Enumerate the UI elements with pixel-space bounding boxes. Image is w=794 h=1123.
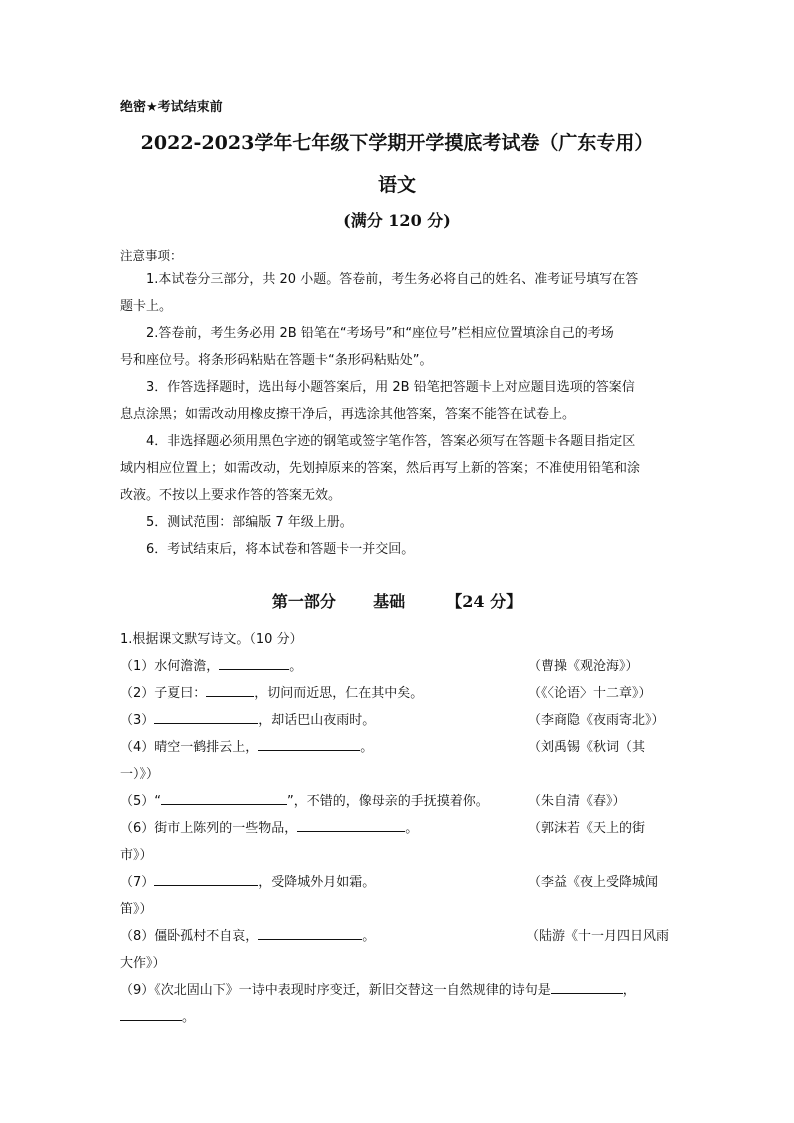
item-source: （刘禹锡《秋词（其: [528, 740, 646, 755]
item-text: （4）晴空一鹤排云上，: [120, 740, 259, 755]
item-source: （李益《夜上受降城闻: [528, 875, 659, 890]
note-line: 题卡上。: [120, 299, 173, 314]
fill-item: [120, 736, 373, 755]
item-text: （8）僵卧孤村不自哀，: [120, 929, 259, 944]
fill-item: [120, 871, 375, 890]
item-text: ，却话巴山夜雨时。: [258, 713, 376, 728]
answer-blank[interactable]: [154, 871, 258, 886]
item-text: ，受降城外月如霜。: [258, 875, 376, 890]
item-source: （陆游《十一月四日风雨: [526, 929, 670, 944]
item-text: （7）: [120, 875, 155, 890]
item-text: （6）街市上陈列的一些物品，: [120, 821, 298, 836]
answer-blank[interactable]: [258, 736, 360, 751]
note-line: 5．测试范围：部编版 7 年级上册。: [146, 515, 353, 530]
exam-title: 2022-2023学年七年级下学期开学摸底考试卷（广东专用）: [140, 132, 654, 154]
confidential-label: 绝密★考试结束前: [120, 100, 223, 115]
item-source-cont: 一）》）: [120, 767, 160, 782]
fill-item: [120, 682, 423, 701]
item-text: 。: [360, 740, 374, 755]
item-source: （《〈论语〉十二章》）: [528, 686, 652, 701]
fill-item-cont: [120, 1006, 195, 1025]
item-text: 。: [182, 1010, 196, 1025]
item-text: 。: [405, 821, 419, 836]
section-heading: [0, 589, 794, 612]
note-line: 4．非选择题必须用黑色字迹的钢笔或签字笔作答，答案必须写在答题卡各题目指定区: [146, 434, 636, 449]
answer-blank[interactable]: [120, 1006, 182, 1021]
subject-title: 语文: [377, 174, 416, 196]
fill-item: [120, 655, 302, 674]
fill-item: [120, 979, 636, 998]
note-line: 改液。不按以上要求作答的答案无效。: [120, 488, 342, 503]
item-source-cont: 市》）: [120, 848, 153, 863]
section-points: 【24 分】: [446, 592, 523, 611]
item-source: （郭沫若《天上的街: [528, 821, 646, 836]
item-text: （9）《次北固山下》一诗中表现时序变迁，新旧交替这一自然规律的诗句是: [120, 983, 551, 998]
answer-blank[interactable]: [297, 817, 405, 832]
item-text: 。: [289, 659, 303, 674]
answer-blank[interactable]: [161, 790, 287, 805]
note-line: 1.本试卷分三部分，共 20 小题。答卷前，考生务必将自己的姓名、准考证号填写在答: [146, 272, 639, 287]
section-part: 第一部分: [271, 592, 336, 611]
fill-item: [120, 709, 375, 728]
item-text: ，: [622, 983, 636, 998]
item-source-cont: 大作》）: [120, 956, 166, 971]
item-source-cont: 笛》）: [120, 902, 153, 917]
item-source: （朱自清《春》）: [528, 794, 626, 809]
note-line: 域内相应位置上；如需改动，先划掉原来的答案，然后再写上新的答案；不准使用铅笔和涂: [120, 461, 641, 476]
answer-blank[interactable]: [551, 979, 623, 994]
fill-item: [120, 817, 418, 836]
note-line: 3．作答选择题时，选出每小题答案后，用 2B 铅笔把答题卡上对应题目选项的答案信: [146, 380, 635, 395]
answer-blank[interactable]: [219, 655, 289, 670]
item-text: 。: [362, 929, 376, 944]
item-text: ”，不错的，像母亲的手抚摸着你。: [287, 794, 489, 809]
item-text: （2）子夏曰：: [120, 686, 207, 701]
section-name: 基础: [373, 592, 406, 611]
note-line: 号和座位号。将条形码粘贴在答题卡“条形码粘贴处”。: [120, 353, 433, 368]
item-text: （3）: [120, 713, 155, 728]
notes-title: 注意事项：: [120, 248, 183, 263]
note-line: 2.答卷前，考生务必用 2B 铅笔在“考场号”和“座位号”栏相应位置填涂自己的考场: [146, 326, 614, 341]
full-score: (满分 120 分): [343, 211, 451, 230]
note-line: 息点涂黑；如需改动用橡皮擦干净后，再选涂其他答案，答案不能答在试卷上。: [120, 407, 576, 422]
item-text: （5）“: [120, 794, 162, 809]
answer-blank[interactable]: [154, 709, 258, 724]
item-text: ，切问而近思，仁在其中矣。: [254, 686, 424, 701]
fill-item: [120, 925, 375, 944]
item-source: （李商隐《夜雨寄北》）: [528, 713, 665, 728]
item-text: （1）水何澹澹，: [120, 659, 220, 674]
answer-blank[interactable]: [258, 925, 362, 940]
fill-item: [120, 790, 489, 809]
question-stem: 1.根据课文默写诗文。（10 分）: [120, 632, 303, 647]
answer-blank[interactable]: [206, 682, 254, 697]
item-source: （曹操《观沧海》）: [528, 659, 639, 674]
note-line: 6．考试结束后，将本试卷和答题卡一并交回。: [146, 542, 415, 557]
